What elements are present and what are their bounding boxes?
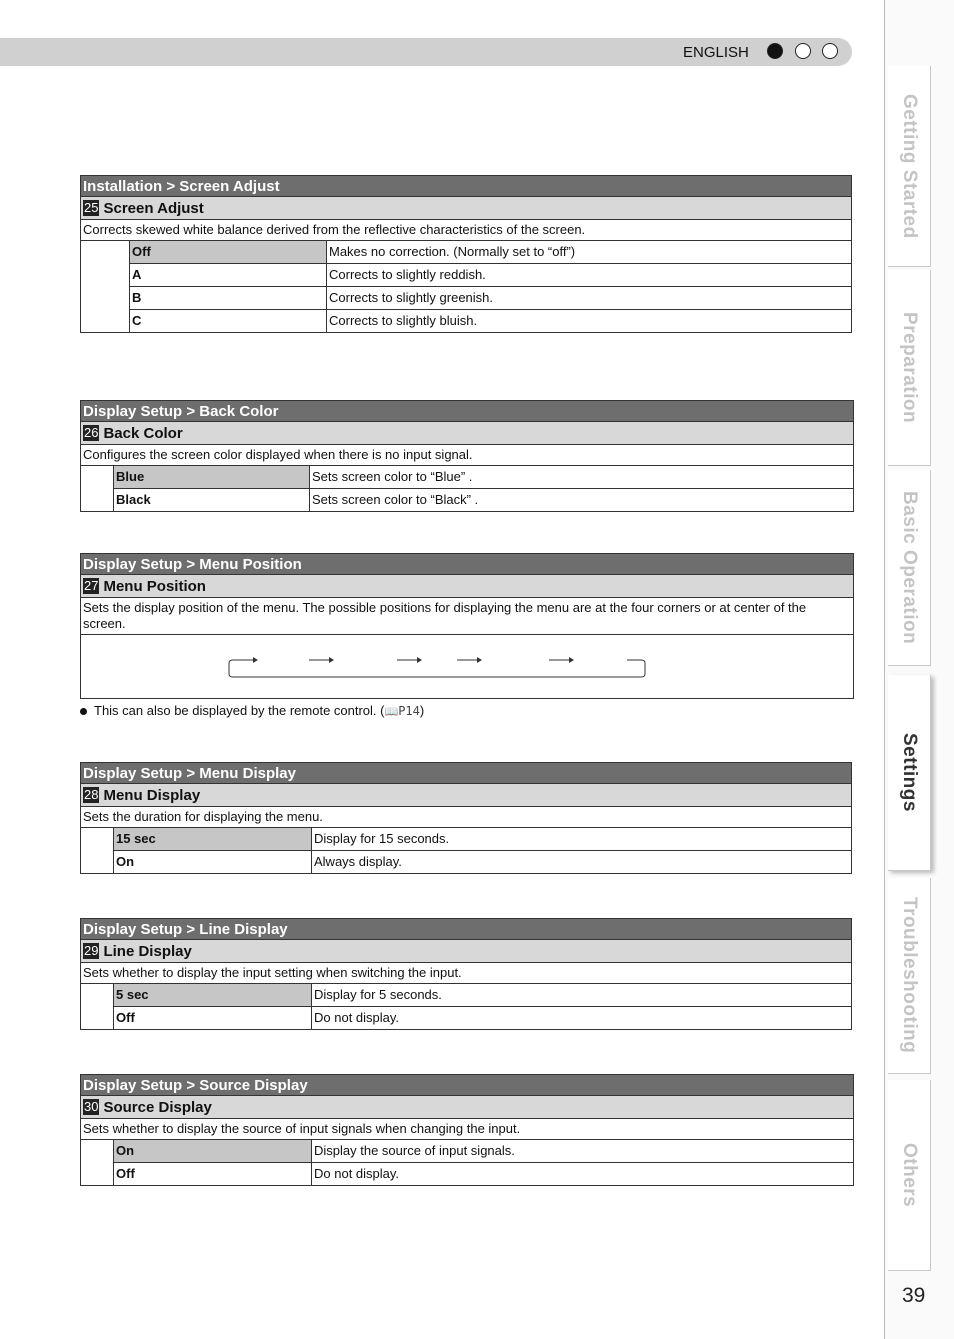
option-name: 15 sec <box>114 828 312 850</box>
options-table <box>80 466 854 512</box>
tab-basic-operation[interactable] <box>888 470 931 666</box>
note-text: This can also be displayed by the remote control. ( <box>94 703 385 718</box>
section-heading: Installation > Screen Adjust <box>80 175 852 197</box>
item-description: Sets the duration for displaying the menu. <box>80 807 852 828</box>
section-screen-adjust <box>80 175 852 333</box>
arrow-right-icon <box>397 657 422 663</box>
item-description: Corrects skewed white balance derived from the reflective characteristics of the screen. <box>80 220 852 241</box>
item-title-text: Line Display <box>103 942 192 960</box>
option-name: A <box>130 264 327 286</box>
item-title-text: Source Display <box>103 1098 212 1116</box>
item-number: 30 <box>84 1099 99 1114</box>
item-title <box>80 784 852 807</box>
item-title-text: Menu Display <box>103 786 201 804</box>
item-description: Configures the screen color displayed when there is no input signal. <box>80 445 854 466</box>
option-row <box>130 241 851 264</box>
option-value: Corrects to slightly reddish. <box>329 267 486 282</box>
option-row <box>130 287 851 310</box>
section-menu-display <box>80 762 852 874</box>
item-title-text: Back Color <box>103 424 183 442</box>
option-row <box>114 1163 853 1185</box>
options-table <box>80 828 852 874</box>
option-row <box>114 984 851 1007</box>
section-heading: Display Setup > Menu Position <box>80 553 854 575</box>
options-table <box>80 1140 854 1186</box>
option-row <box>114 828 851 851</box>
arrow-right-icon <box>309 657 334 663</box>
option-name: Off <box>114 1163 312 1185</box>
language-label: ENGLISH <box>683 44 749 61</box>
section-source-display <box>80 1074 854 1186</box>
option-row <box>114 489 853 511</box>
option-name: B <box>130 287 327 309</box>
note-text-end: ) <box>419 703 425 718</box>
option-value: Sets screen color to “Black” . <box>312 492 479 507</box>
page-number: 39 <box>902 1284 926 1307</box>
option-name: Off <box>114 1007 312 1029</box>
section-heading: Display Setup > Source Display <box>80 1074 854 1096</box>
item-title <box>80 575 854 598</box>
indent-cell <box>81 828 114 873</box>
page-indicator-dot <box>822 43 838 59</box>
option-name: C <box>130 310 327 332</box>
item-number: 27 <box>84 578 99 593</box>
option-value: Corrects to slightly bluish. <box>329 313 478 328</box>
option-value: Always display. <box>314 854 402 869</box>
page-reference-link[interactable]: P14 <box>398 704 420 718</box>
option-name: Black <box>114 489 310 511</box>
options-table <box>80 984 852 1030</box>
option-value: Do not display. <box>314 1166 400 1181</box>
section-menu-position <box>80 553 854 699</box>
option-name: 5 sec <box>114 984 312 1006</box>
tab-others[interactable] <box>888 1080 931 1271</box>
page-indicator-dot-filled <box>767 43 783 59</box>
section-heading: Display Setup > Back Color <box>80 400 854 422</box>
option-row <box>114 1007 851 1029</box>
tab-getting-started[interactable] <box>888 66 931 267</box>
indent-cell <box>81 1140 114 1185</box>
item-number: 28 <box>84 787 99 802</box>
item-number: 29 <box>84 943 99 958</box>
option-value: Display for 15 seconds. <box>314 831 450 846</box>
option-value: Makes no correction. (Normally set to “off”) <box>329 244 576 259</box>
item-title-text: Screen Adjust <box>103 199 204 217</box>
section-line-display <box>80 918 852 1030</box>
book-icon: 📖 <box>384 706 399 718</box>
option-name: Blue <box>114 466 310 488</box>
tab-label: Preparation <box>899 311 920 424</box>
bullet-icon <box>80 708 87 715</box>
option-row <box>114 1140 853 1163</box>
options-table <box>80 241 852 333</box>
section-back-color <box>80 400 854 512</box>
option-value: Do not display. <box>314 1010 400 1025</box>
tab-label: Basic Operation <box>899 490 920 645</box>
option-row <box>130 310 851 332</box>
indent-cell <box>81 466 114 511</box>
tab-troubleshooting[interactable] <box>888 878 931 1074</box>
menu-position-diagram <box>80 635 854 699</box>
option-value: Display for 5 seconds. <box>314 987 442 1002</box>
position-cycle-diagram <box>81 635 853 697</box>
item-description: Sets whether to display the source of input signals when changing the input. <box>80 1119 854 1140</box>
option-name: Off <box>130 241 327 263</box>
item-description: Sets the display position of the menu. The possible positions for displaying the menu are at the four corners or at center of the screen. <box>80 598 854 635</box>
tab-preparation[interactable] <box>888 270 931 466</box>
item-title <box>80 1096 854 1119</box>
option-row <box>114 851 851 873</box>
tab-label: Others <box>899 1142 920 1208</box>
indent-cell <box>81 241 130 332</box>
arrow-right-icon <box>233 657 258 663</box>
option-row <box>130 264 851 287</box>
section-heading: Display Setup > Line Display <box>80 918 852 940</box>
item-description: Sets whether to display the input setting when switching the input. <box>80 963 852 984</box>
option-value: Sets screen color to “Blue” . <box>312 469 473 484</box>
option-value: Display the source of input signals. <box>314 1143 515 1158</box>
option-value: Corrects to slightly greenish. <box>329 290 494 305</box>
item-title <box>80 197 852 220</box>
option-row <box>114 466 853 489</box>
option-name: On <box>114 1140 312 1162</box>
tab-label: Getting Started <box>899 93 920 239</box>
indent-cell <box>81 984 114 1029</box>
remote-note <box>80 703 424 718</box>
page-indicator-dot <box>795 43 811 59</box>
item-number: 25 <box>84 200 99 215</box>
arrow-right-icon <box>457 657 482 663</box>
item-title-text: Menu Position <box>103 577 206 595</box>
option-name: On <box>114 851 312 873</box>
arrow-right-icon <box>549 657 574 663</box>
item-title <box>80 940 852 963</box>
item-title <box>80 422 854 445</box>
tab-label: Settings <box>899 733 920 812</box>
section-heading: Display Setup > Menu Display <box>80 762 852 784</box>
item-number: 26 <box>84 425 99 440</box>
tab-label: Troubleshooting <box>899 897 920 1054</box>
tab-settings[interactable] <box>888 675 931 871</box>
